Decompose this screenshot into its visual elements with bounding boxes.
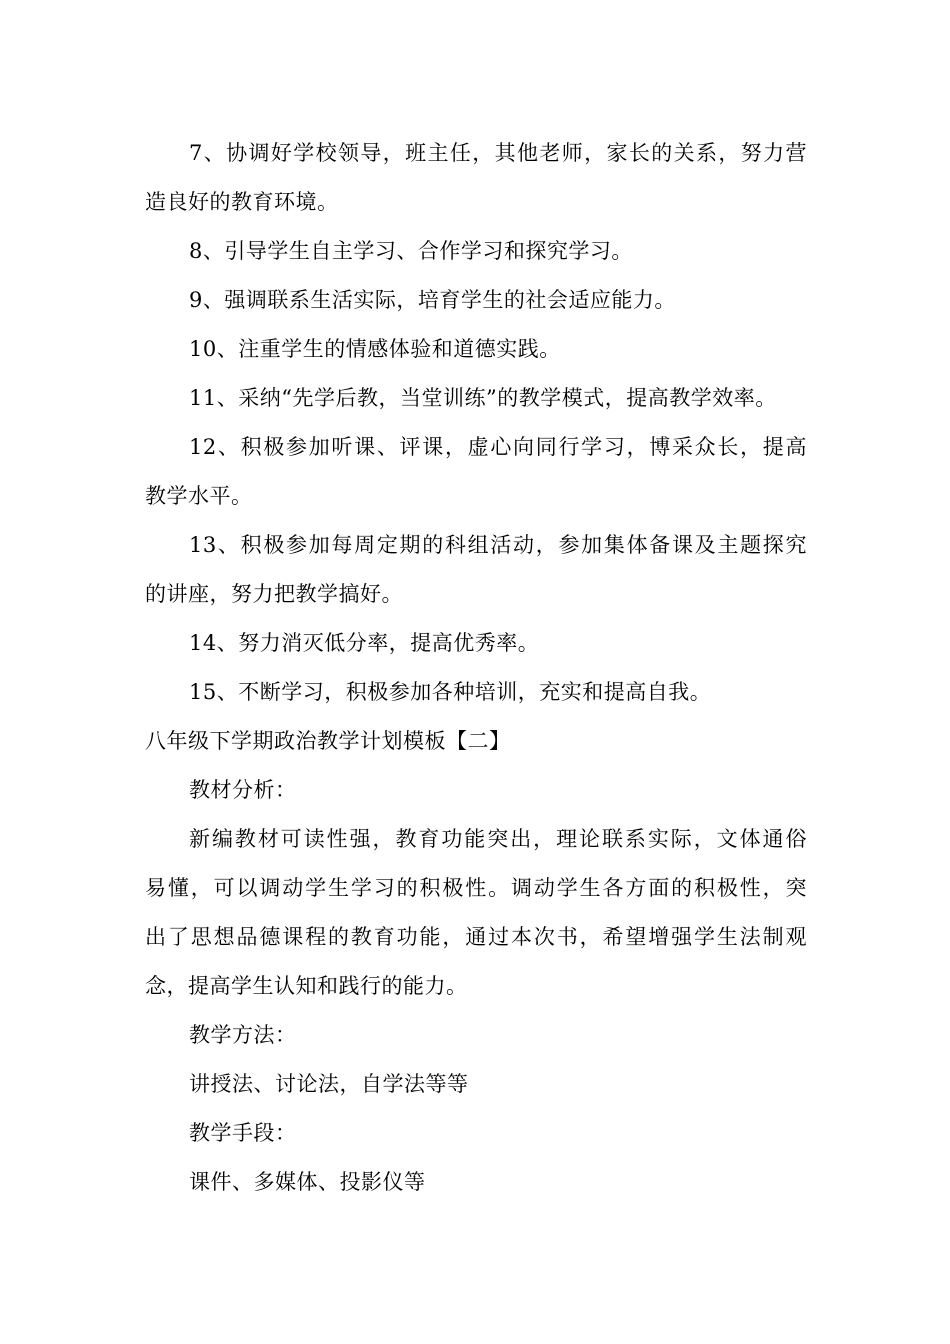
list-item-15: 15、不断学习，积极参加各种培训，充实和提高自我。 xyxy=(189,680,712,704)
analysis-paragraph-line3: 出了思想品德课程的教育功能，通过本次书，希望增强学生法制观 xyxy=(145,925,807,949)
list-item-10: 10、注重学生的情感体验和道德实践。 xyxy=(189,337,561,361)
analysis-paragraph-line2: 易懂，可以调动学生学习的积极性。调动学生各方面的积极性，突 xyxy=(145,876,807,900)
method-text: 讲授法、讨论法，自学法等等 xyxy=(189,1072,469,1096)
section-title: 八年级下学期政治教学计划模板【二】 xyxy=(145,729,511,753)
analysis-paragraph-line4: 念，提高学生认知和践行的能力。 xyxy=(145,974,468,998)
list-item-12-line1: 12、积极参加听课、评课，虚心向同行学习，博采众长，提高 xyxy=(189,435,807,459)
list-item-9: 9、强调联系生活实际，培育学生的社会适应能力。 xyxy=(189,288,676,312)
list-item-13-line1: 13、积极参加每周定期的科组活动，参加集体备课及主题探究 xyxy=(189,533,807,557)
method-heading: 教学方法： xyxy=(189,1023,297,1047)
list-item-13-line2: 的讲座，努力把教学搞好。 xyxy=(145,582,403,606)
means-text: 课件、多媒体、投影仪等 xyxy=(189,1170,426,1194)
analysis-heading: 教材分析： xyxy=(189,778,297,802)
list-item-11: 11、采纳“先学后教，当堂训练”的教学模式，提高教学效率。 xyxy=(189,386,777,410)
analysis-paragraph-line1: 新编教材可读性强，教育功能突出，理论联系实际，文体通俗 xyxy=(189,827,807,851)
list-item-7-line2: 造良好的教育环境。 xyxy=(145,190,339,214)
document-body xyxy=(145,129,807,1207)
list-item-12-line2: 教学水平。 xyxy=(145,484,253,508)
list-item-14: 14、努力消灭低分率，提高优秀率。 xyxy=(189,631,540,655)
list-item-8: 8、引导学生自主学习、合作学习和探究学习。 xyxy=(189,239,633,263)
list-item-7-line1: 7、协调好学校领导，班主任，其他老师，家长的关系，努力营 xyxy=(189,141,807,165)
means-heading: 教学手段： xyxy=(189,1121,297,1145)
